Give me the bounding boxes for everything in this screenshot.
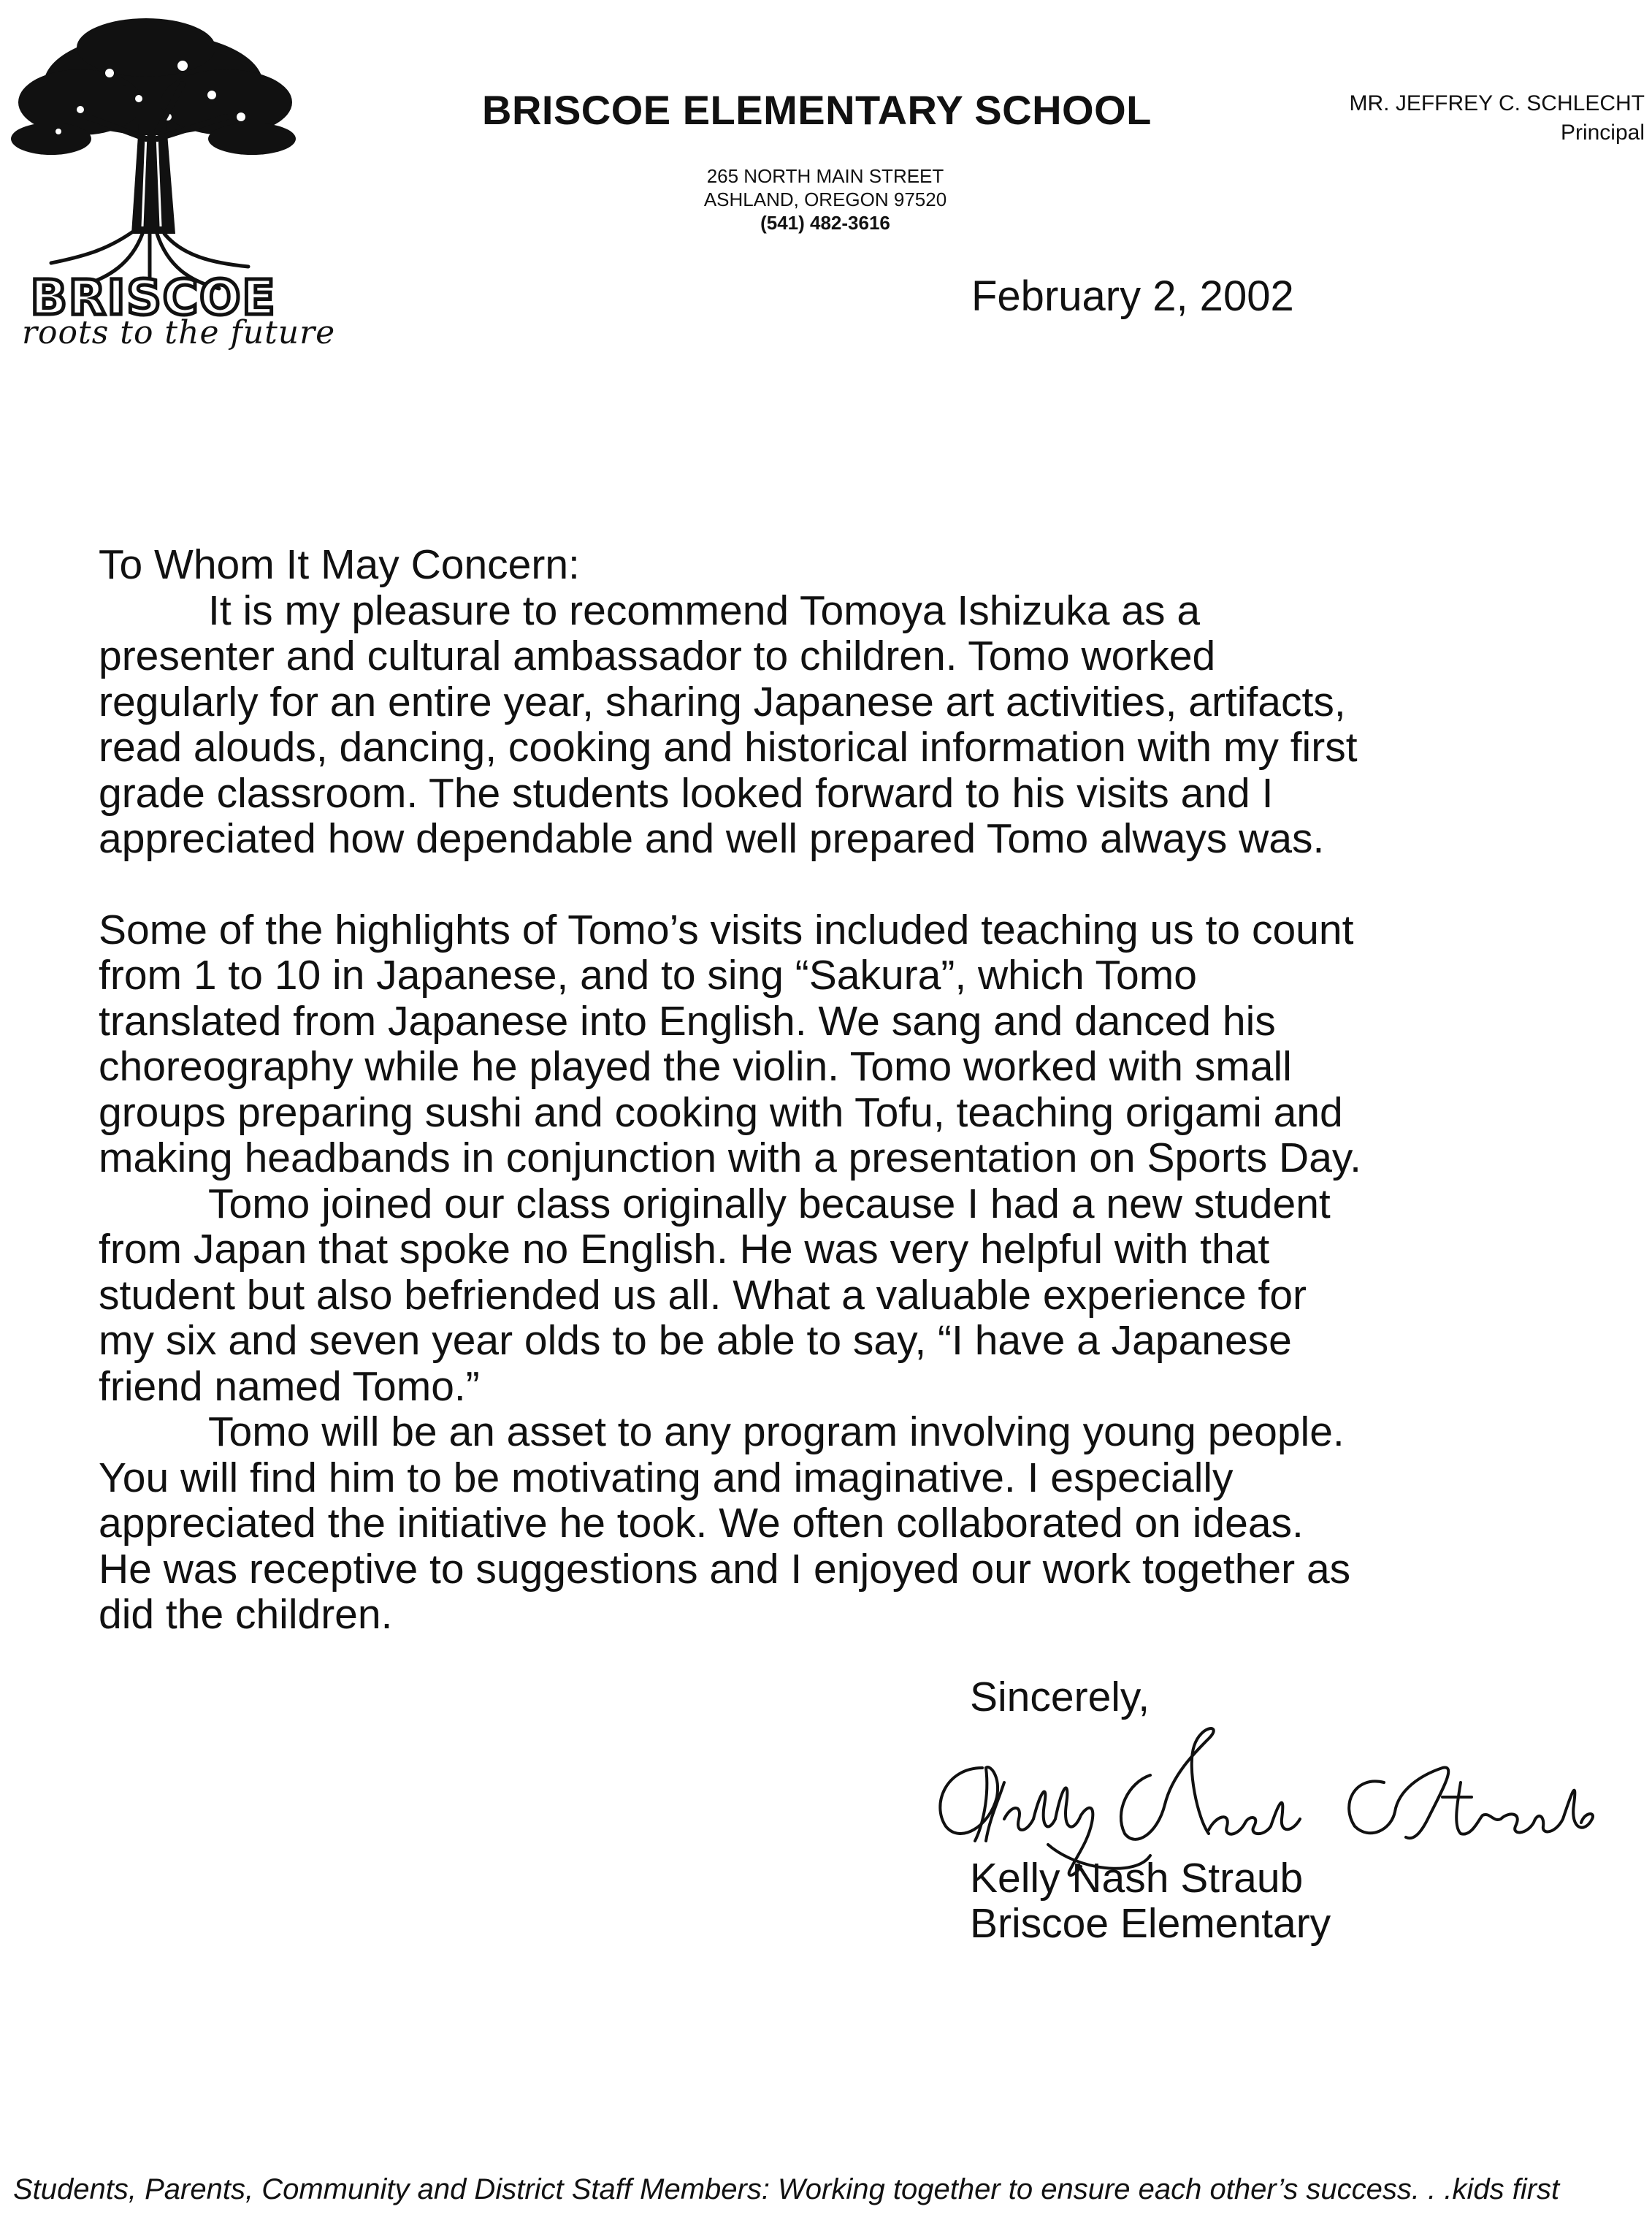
body-line: Some of the highlights of Tomo’s visits included teaching us to count <box>99 906 1354 953</box>
body-line: It is my pleasure to recommend Tomoya Ishizuka as a <box>208 587 1201 634</box>
principal-block <box>1350 89 1645 148</box>
school-name: BRISCOE ELEMENTARY SCHOOL <box>482 87 1152 133</box>
logo-wordmark: BRISCOE <box>30 270 277 326</box>
body-line: making headbands in conjunction with a presentation on Sports Day. <box>99 1134 1362 1181</box>
address-line-2: ASHLAND, OREGON 97520 <box>703 188 947 210</box>
signer-name: Kelly Nash Straub <box>970 1855 1304 1902</box>
body-line: did the children. <box>99 1591 393 1638</box>
letter-body <box>99 542 1545 1638</box>
body-line: Tomo will be an asset to any program involving young people. <box>208 1408 1345 1455</box>
body-line: my six and seven year olds to be able to say, “I have a Japanese <box>99 1317 1292 1364</box>
paragraph-gap <box>99 862 1545 907</box>
address-line-1: 265 NORTH MAIN STREET <box>706 165 944 187</box>
school-logo <box>0 15 307 358</box>
signer-organization: Briscoe Elementary <box>970 1900 1331 1947</box>
body-line: grade classroom. The students looked forward to his visits and I <box>99 769 1274 817</box>
closing: Sincerely, <box>970 1674 1150 1720</box>
principal-name: MR. JEFFREY C. SCHLECHT <box>1349 91 1645 115</box>
body-line: friend named Tomo.” <box>99 1362 480 1410</box>
school-phone: (541) 482-3616 <box>760 212 890 234</box>
principal-title: Principal <box>1560 121 1645 145</box>
body-line: student but also befriended us all. What a valuable experience for <box>99 1271 1307 1319</box>
body-line: Tomo joined our class originally because I had a new student <box>208 1180 1331 1227</box>
body-line: translated from Japanese into English. We sang and danced his <box>99 997 1276 1045</box>
body-line: from 1 to 10 in Japanese, and to sing “Sakura”, which Tomo <box>99 952 1197 999</box>
body-line: You will find him to be motivating and imaginative. I especially <box>99 1454 1234 1501</box>
body-line: He was receptive to suggestions and I enjoyed our work together as <box>99 1545 1351 1593</box>
footer-motto: Students, Parents, Community and District Staff Members: Working together to ensure each other’s success. . .kids first <box>13 2173 1560 2205</box>
body-line: choreography while he played the violin. Tomo worked with small <box>99 1043 1292 1090</box>
school-address <box>657 164 993 234</box>
letter-date: February 2, 2002 <box>971 272 1294 320</box>
logo-tagline: roots to the future <box>22 314 336 351</box>
salutation: To Whom It May Concern: <box>99 541 580 588</box>
signer-block <box>970 1856 1331 1946</box>
body-line: appreciated how dependable and well prepared Tomo always was. <box>99 815 1325 862</box>
body-line: groups preparing sushi and cooking with Tofu, teaching origami and <box>99 1088 1343 1136</box>
body-line: presenter and cultural ambassador to children. Tomo worked <box>99 633 1216 679</box>
body-line: appreciated the initiative he took. We often collaborated on ideas. <box>99 1500 1304 1547</box>
body-line: read alouds, dancing, cooking and historical information with my first <box>99 724 1358 771</box>
body-line: from Japan that spoke no English. He was very helpful with that <box>99 1226 1270 1273</box>
body-line: regularly for an entire year, sharing Japanese art activities, artifacts, <box>99 678 1346 725</box>
